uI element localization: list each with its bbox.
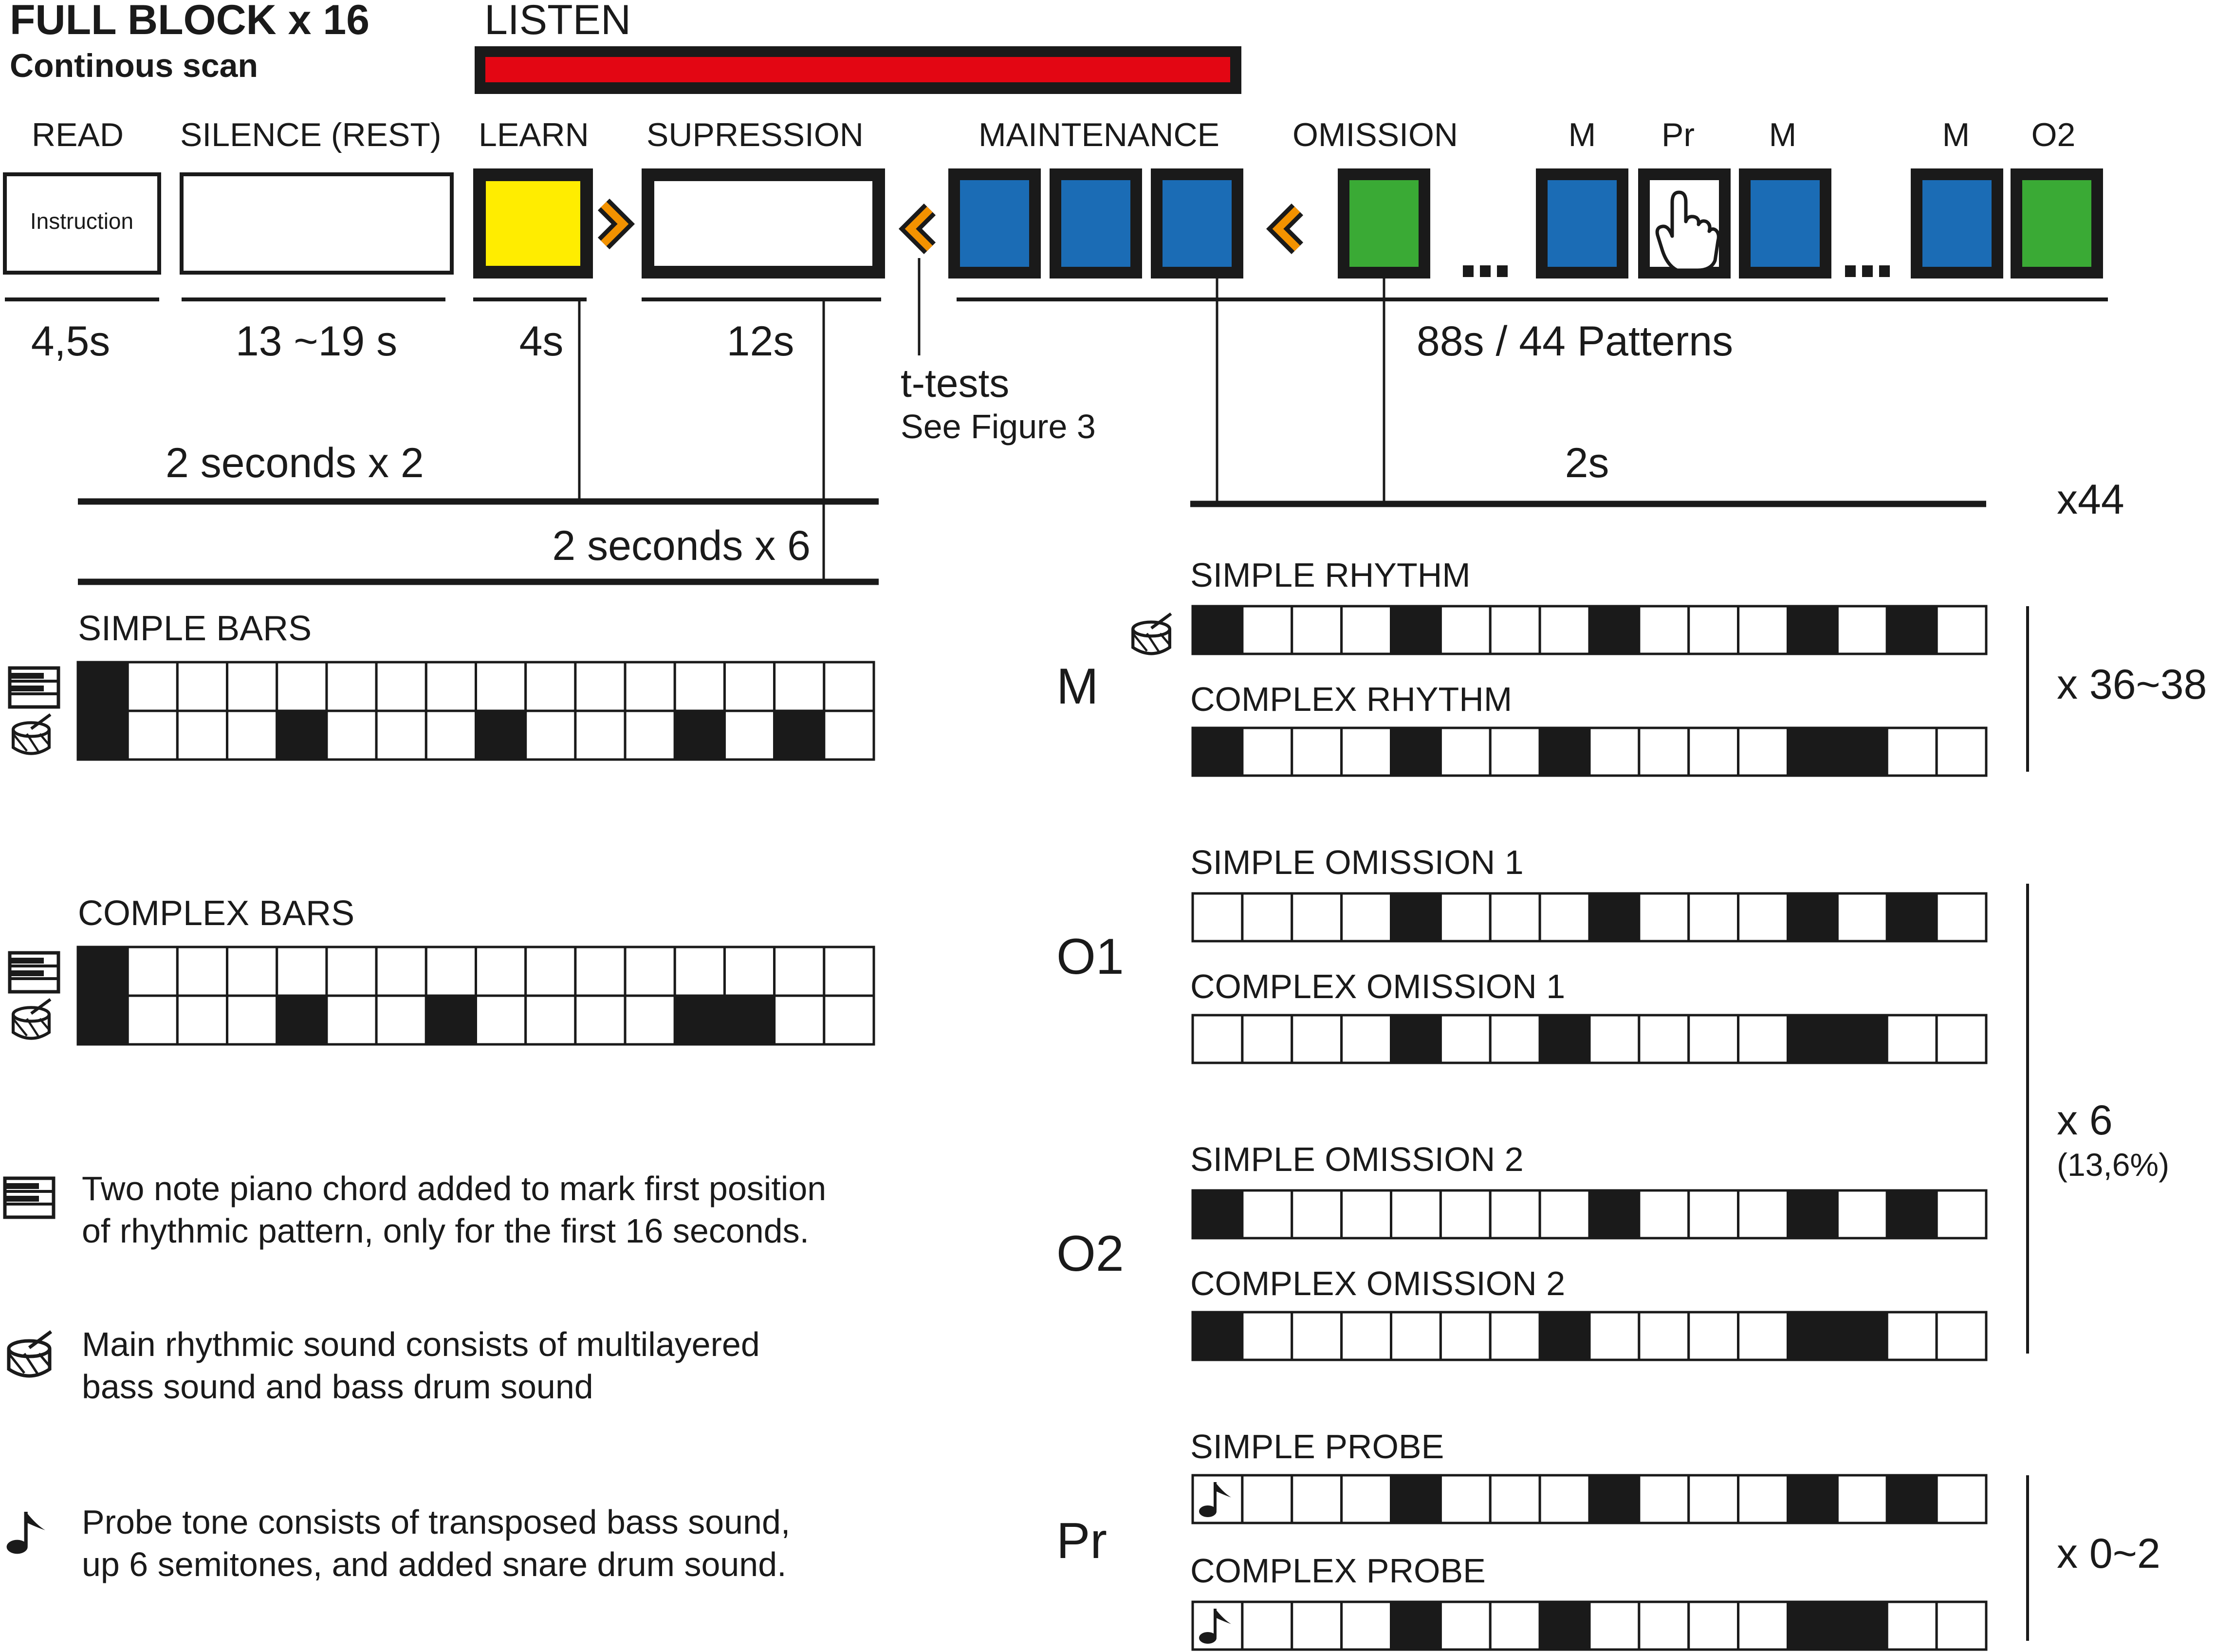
beat-cell-off [526, 711, 575, 760]
duration-silence: 13 ~19 s [235, 318, 398, 365]
learn-repetition: 2 seconds x 2 [166, 440, 424, 486]
beat-cell-off [625, 996, 675, 1044]
pattern-row [1193, 1015, 1986, 1063]
beat-cell-off [1490, 1312, 1540, 1360]
seq-label-m3: M [1942, 116, 1970, 153]
beat-cell-off [1440, 893, 1490, 941]
multiplier-omission: x 6 [2057, 1097, 2113, 1144]
beat-cell-off [1689, 1312, 1738, 1360]
pattern-row [1193, 1602, 1986, 1650]
beat-cell-off [426, 947, 476, 996]
legend-text-line: Main rhythmic sound consists of multilayered [82, 1325, 760, 1363]
bars-title: SIMPLE BARS [78, 609, 312, 648]
drum-icon [1133, 614, 1171, 654]
beat-cell-off [575, 711, 625, 760]
beat-cell-off [1242, 1602, 1292, 1650]
beat-cell-on [1837, 1312, 1887, 1360]
beat-cell-off [1490, 893, 1540, 941]
beat-cell-off [1242, 606, 1292, 654]
beat-cell-off [1639, 1602, 1689, 1650]
beat-cell-off [1589, 1015, 1639, 1063]
listen-label: LISTEN [484, 0, 631, 43]
beat-cell-on [426, 996, 476, 1044]
beat-cell-off [1937, 1015, 1986, 1063]
multiplier-m: x 36~38 [2057, 661, 2207, 708]
duration-read: 4,5s [31, 318, 111, 365]
legend-text-line: Probe tone consists of transposed bass sound, [82, 1503, 791, 1541]
beat-cell-off [1738, 1475, 1788, 1523]
beat-cell-off [1589, 728, 1639, 776]
beat-cell-off [1292, 1602, 1342, 1650]
beat-cell-off [177, 711, 227, 760]
beat-cell-off [1292, 606, 1342, 654]
beat-cell-off [1292, 893, 1342, 941]
beat-cell-off [177, 996, 227, 1044]
beat-cell-off [1738, 1015, 1788, 1063]
beat-cell-off [1837, 606, 1887, 654]
beat-cell-on [775, 711, 824, 760]
beat-cell-off [1937, 893, 1986, 941]
beat-cell-off [1540, 1475, 1589, 1523]
pattern-title: COMPLEX PROBE [1190, 1552, 1486, 1590]
beat-cell-off [1837, 1475, 1887, 1523]
beat-cell-on [1887, 606, 1937, 654]
legend-text-line: up 6 semitones, and added snare drum sound. [82, 1545, 787, 1583]
beat-cell-off [1193, 893, 1242, 941]
phase-label-omission: OMISSION [1292, 116, 1458, 153]
beat-cell-off [575, 947, 625, 996]
drum-icon [9, 1332, 51, 1376]
read-box-text: Instruction [30, 208, 134, 234]
beat-cell-off [1639, 1190, 1689, 1238]
beat-cell-off [1639, 728, 1689, 776]
phase-label-learn: LEARN [479, 116, 589, 153]
beat-cell-off [1639, 1312, 1689, 1360]
beat-cell-off [1689, 1190, 1738, 1238]
beat-cell-on [1788, 606, 1838, 654]
pattern-count: x44 [2057, 476, 2124, 523]
beat-cell-on [1193, 1312, 1242, 1360]
beat-cell-on [1589, 606, 1639, 654]
beat-cell-on [1193, 728, 1242, 776]
beat-cell-off [775, 996, 824, 1044]
beat-cell-on [1887, 893, 1937, 941]
beat-cell-off [1342, 1475, 1391, 1523]
beat-cell-off [1490, 1475, 1540, 1523]
ellipsis-icon-2 [1845, 265, 1890, 277]
beat-cell-off [1490, 728, 1540, 776]
beat-cell-off [1887, 728, 1937, 776]
pattern-title: SIMPLE OMISSION 1 [1190, 843, 1524, 881]
beat-cell-on [1540, 1015, 1589, 1063]
beat-cell-on [1788, 1312, 1838, 1360]
phase-label-read: READ [32, 116, 124, 153]
multiplier-probe: x 0~2 [2057, 1530, 2160, 1577]
beat-cell-off [1490, 1602, 1540, 1650]
beat-cell-off [1639, 1475, 1689, 1523]
drum-icon [13, 1000, 51, 1039]
duration-maintenance: 88s / 44 Patterns [1416, 318, 1734, 365]
beat-cell-off [526, 996, 575, 1044]
beat-cell-off [376, 947, 426, 996]
ttests-subtitle: See Figure 3 [901, 408, 1096, 445]
beat-cell-on [1391, 606, 1441, 654]
block-title: FULL BLOCK x 16 [10, 0, 370, 43]
piano-icon [5, 1178, 54, 1217]
beat-cell-off [227, 947, 277, 996]
beat-cell-off [327, 996, 376, 1044]
phase-label-maintenance: MAINTENANCE [978, 116, 1219, 153]
group-label: O1 [1056, 928, 1124, 985]
beat-cell-off [327, 662, 376, 711]
beat-cell-on [1391, 893, 1441, 941]
beat-cell-on [1788, 1190, 1838, 1238]
bars-title: COMPLEX BARS [78, 894, 355, 933]
beat-cell-on [1788, 728, 1838, 776]
beat-cell-off [526, 947, 575, 996]
legend-text-line: Two note piano chord added to mark first position [82, 1169, 827, 1207]
beat-cell-on [78, 996, 128, 1044]
beat-cell-off [1490, 1190, 1540, 1238]
beat-cell-off [1490, 1015, 1540, 1063]
beat-cell-off [1589, 1602, 1639, 1650]
duration-learn: 4s [519, 318, 564, 365]
beat-cell-on [1540, 728, 1589, 776]
beat-cell-off [1887, 1015, 1937, 1063]
beat-cell-off [1738, 728, 1788, 776]
piano-row [78, 662, 874, 711]
seq-label-m1: M [1568, 116, 1596, 153]
beat-cell-off [675, 662, 724, 711]
phase-label-silence: SILENCE (REST) [180, 116, 442, 153]
beat-cell-off [1738, 1602, 1788, 1650]
final-boxes [1911, 168, 2103, 278]
beat-cell-off [1342, 1602, 1391, 1650]
beat-cell-on [1887, 1190, 1937, 1238]
group-label: O2 [1056, 1225, 1124, 1282]
beat-cell-off [675, 947, 724, 996]
silence-box [182, 174, 452, 273]
beat-cell-off [1242, 1475, 1292, 1523]
piano-icon [10, 953, 58, 992]
beat-cell-off [724, 947, 774, 996]
beat-cell-off [1242, 1190, 1292, 1238]
beat-cell-on [1391, 728, 1441, 776]
beat-cell-off [1937, 1475, 1986, 1523]
beat-cell-off [277, 662, 327, 711]
beat-cell-off [724, 711, 774, 760]
beat-cell-off [1689, 1475, 1738, 1523]
beat-cell-off [1689, 606, 1738, 654]
beat-cell-off [1490, 606, 1540, 654]
beat-cell-off [1540, 606, 1589, 654]
beat-cell-on [1589, 1475, 1639, 1523]
seq-label-m2: M [1769, 116, 1797, 153]
beat-cell-on [1788, 1475, 1838, 1523]
beat-cell-off [1342, 606, 1391, 654]
block-subtitle: Continous scan [10, 47, 258, 84]
beat-cell-off [1738, 1312, 1788, 1360]
beat-cell-off [1242, 1015, 1292, 1063]
beat-cell-off [227, 711, 277, 760]
beat-cell-off [1738, 1190, 1788, 1238]
beat-cell-off [227, 662, 277, 711]
pattern-row [1193, 893, 1986, 941]
beat-cell-on [1788, 1602, 1838, 1650]
beat-cell-off [376, 996, 426, 1044]
beat-cell-off [625, 947, 675, 996]
beat-cell-on [724, 996, 774, 1044]
beat-cell-off [1342, 1190, 1391, 1238]
beat-cell-off [128, 711, 177, 760]
beat-cell-off [1689, 1015, 1738, 1063]
beat-cell-off [1440, 728, 1490, 776]
beat-cell-off [1937, 1312, 1986, 1360]
beat-cell-off [775, 947, 824, 996]
beat-cell-off [575, 662, 625, 711]
beat-cell-off [426, 711, 476, 760]
beat-cell-off [1937, 1602, 1986, 1650]
beat-cell-off [1837, 1190, 1887, 1238]
beat-cell-on [675, 996, 724, 1044]
omission-box [1338, 168, 1430, 278]
beat-cell-on [1540, 1602, 1589, 1650]
beat-cell-off [1342, 893, 1391, 941]
beat-cell-off [128, 662, 177, 711]
beat-cell-off [1342, 1015, 1391, 1063]
multiplier-omission-pct: (13,6%) [2057, 1147, 2170, 1183]
pattern-row [1193, 728, 1986, 776]
beat-cell-on [78, 662, 128, 711]
group-label: M [1056, 658, 1099, 715]
beat-cell-off [775, 662, 824, 711]
learn-box-fill [486, 181, 580, 266]
beat-cell-off [1292, 1190, 1342, 1238]
legend-text-line: bass sound and bass drum sound [82, 1368, 593, 1406]
beat-cell-off [128, 947, 177, 996]
probe-cell [1193, 1602, 1242, 1650]
beat-cell-off [724, 662, 774, 711]
seq-label-pr: Pr [1661, 116, 1695, 153]
beat-cell-off [1639, 893, 1689, 941]
beat-cell-off [1738, 606, 1788, 654]
beat-cell-off [1689, 1602, 1738, 1650]
beat-cell-off [1639, 1015, 1689, 1063]
beat-cell-off [1837, 893, 1887, 941]
pattern-groups [1056, 556, 1986, 1650]
beat-cell-off [1292, 728, 1342, 776]
beat-cell-off [1937, 606, 1986, 654]
beat-cell-on [1837, 1602, 1887, 1650]
pattern-row [1193, 1475, 1986, 1523]
ellipsis-icon [1463, 265, 1508, 277]
beat-cell-off [177, 947, 227, 996]
beat-cell-on [78, 947, 128, 996]
beat-cell-on [1391, 1602, 1441, 1650]
beat-cell-off [1440, 1602, 1490, 1650]
pattern-row [1193, 606, 1986, 654]
beat-cell-off [1440, 606, 1490, 654]
pattern-title: COMPLEX OMISSION 1 [1190, 967, 1566, 1005]
beat-cell-off [327, 947, 376, 996]
drum-row [78, 711, 874, 760]
beat-cell-off [1242, 1312, 1292, 1360]
beat-cell-off [1887, 1602, 1937, 1650]
beat-cell-off [1738, 893, 1788, 941]
beat-cell-on [476, 711, 526, 760]
beat-cell-off [1292, 1312, 1342, 1360]
beat-cell-off [575, 996, 625, 1044]
beat-cell-off [1639, 606, 1689, 654]
beat-cell-on [1589, 1190, 1639, 1238]
beat-cell-on [1193, 1190, 1242, 1238]
pattern-title: COMPLEX RHYTHM [1190, 680, 1513, 718]
beat-cell-off [1937, 1190, 1986, 1238]
beat-cell-off [1391, 1312, 1441, 1360]
beat-cell-off [625, 711, 675, 760]
beat-cell-off [128, 996, 177, 1044]
pattern-duration: 2s [1565, 440, 1609, 486]
beat-cell-off [1689, 893, 1738, 941]
legend-text-line: of rhythmic pattern, only for the first 16 seconds. [82, 1212, 810, 1250]
beat-cell-on [1788, 1015, 1838, 1063]
drum-icon [13, 715, 51, 754]
ttests-title: t-tests [901, 361, 1010, 406]
beat-cell-off [1440, 1015, 1490, 1063]
beat-cell-on [1589, 893, 1639, 941]
beat-cell-on [1837, 728, 1887, 776]
beat-cell-off [1342, 728, 1391, 776]
pattern-title: SIMPLE PROBE [1190, 1428, 1444, 1466]
piano-icon [10, 668, 58, 707]
suppression-box-fill [654, 181, 872, 266]
pattern-title: SIMPLE OMISSION 2 [1190, 1140, 1524, 1178]
beat-cell-on [675, 711, 724, 760]
beat-cell-off [1440, 1190, 1490, 1238]
beat-cell-off [1292, 1475, 1342, 1523]
pattern-row [1193, 1190, 1986, 1238]
beat-cell-on [1837, 1015, 1887, 1063]
maintenance-boxes [948, 168, 1243, 278]
beat-cell-off [526, 662, 575, 711]
beat-cell-on [1391, 1015, 1441, 1063]
beat-cell-off [1540, 1190, 1589, 1238]
phase-label-suppression: SUPRESSION [646, 116, 864, 153]
beat-cell-off [625, 662, 675, 711]
seq-label-o2: O2 [2031, 116, 2076, 153]
beat-cell-off [824, 996, 874, 1044]
probe-cell [1193, 1475, 1242, 1523]
duration-suppression: 12s [726, 318, 794, 365]
beat-cell-off [227, 996, 277, 1044]
beat-cell-off [476, 947, 526, 996]
drum-row [78, 996, 874, 1044]
beat-cell-off [1342, 1312, 1391, 1360]
beat-cell-on [1193, 606, 1242, 654]
beat-cell-off [1193, 1015, 1242, 1063]
beat-cell-off [1440, 1312, 1490, 1360]
beat-cell-off [824, 947, 874, 996]
beat-cell-on [1391, 1475, 1441, 1523]
beat-cell-off [426, 662, 476, 711]
bars-section [10, 609, 874, 1044]
beat-cell-off [1391, 1190, 1441, 1238]
legend-section [5, 1169, 826, 1583]
note-icon [7, 1512, 45, 1554]
beat-cell-off [1589, 1312, 1639, 1360]
beat-cell-off [1242, 893, 1292, 941]
beat-cell-off [1937, 728, 1986, 776]
listen-bar-fill [485, 57, 1230, 82]
beat-cell-on [1540, 1312, 1589, 1360]
beat-cell-off [824, 662, 874, 711]
beat-cell-off [1887, 1312, 1937, 1360]
beat-cell-off [327, 711, 376, 760]
beat-cell-off [1689, 728, 1738, 776]
beat-cell-on [1887, 1475, 1937, 1523]
pattern-row [1193, 1312, 1986, 1360]
suppression-repetition: 2 seconds x 6 [552, 522, 811, 569]
beat-cell-off [824, 711, 874, 760]
beat-cell-on [277, 996, 327, 1044]
beat-cell-off [476, 996, 526, 1044]
beat-cell-off [1540, 893, 1589, 941]
beat-cell-off [476, 662, 526, 711]
group-label: Pr [1056, 1513, 1107, 1569]
beat-cell-on [277, 711, 327, 760]
beat-cell-off [376, 711, 426, 760]
beat-cell-off [277, 947, 327, 996]
beat-cell-off [1242, 728, 1292, 776]
beat-cell-on [1788, 893, 1838, 941]
beat-cell-off [376, 662, 426, 711]
beat-cell-off [1440, 1475, 1490, 1523]
piano-row [78, 947, 874, 996]
beat-cell-on [78, 711, 128, 760]
beat-cell-off [177, 662, 227, 711]
beat-cell-off [1292, 1015, 1342, 1063]
pattern-title: COMPLEX OMISSION 2 [1190, 1264, 1566, 1302]
pattern-title: SIMPLE RHYTHM [1190, 556, 1471, 594]
